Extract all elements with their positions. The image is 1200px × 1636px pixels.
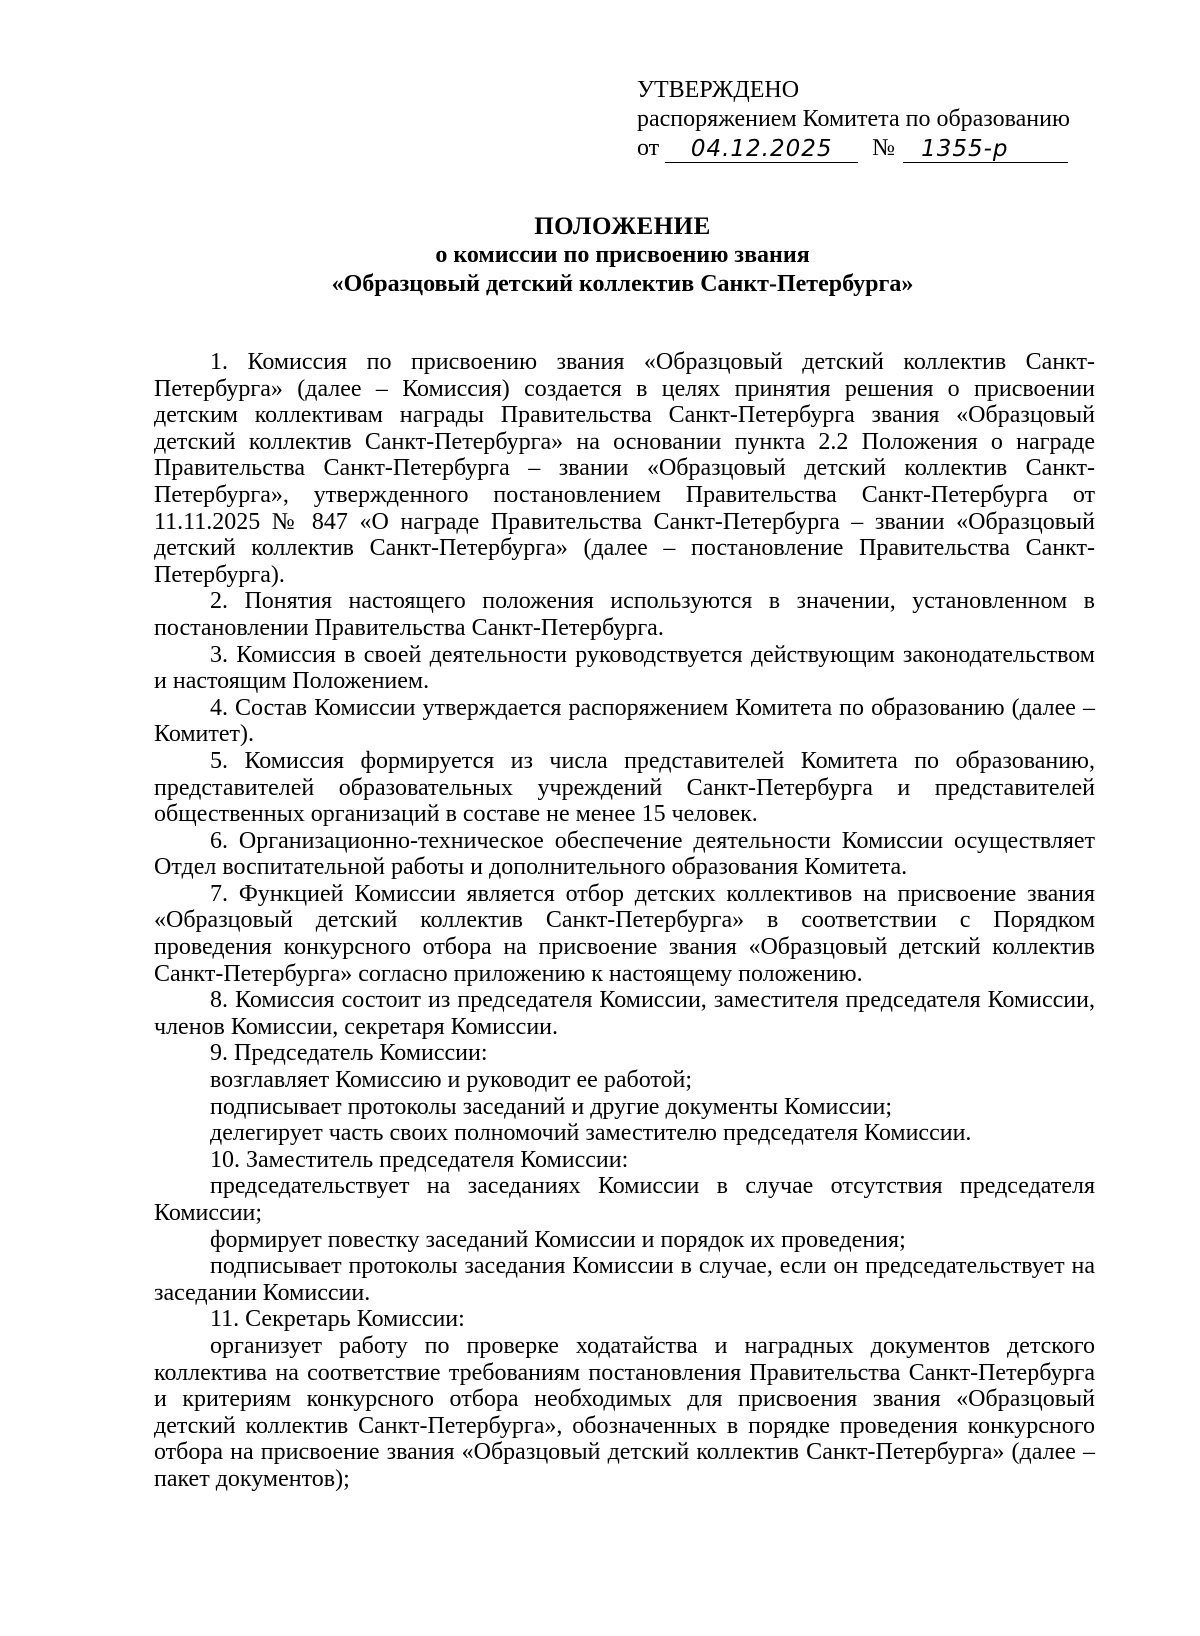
title-main: ПОЛОЖЕНИЕ [534,213,711,240]
paragraph-5: 5. Комиссия формируется из числа представителей Комитета по образованию, представителей образовательных учреждений Санкт-Петербурга и представителей общественных организаций в составе не менее 15 человек. [154,747,1095,828]
paragraph-1: 1. Комиссия по присвоению звания «Образцовый детский коллектив Санкт-Петербурга» (далее – Комиссия) создается в целях принятия решения о присвоении детским коллективам награды Правительства Санкт-Петербурга звания «Образцовый детский коллектив Санкт-Петербурга» на основании пункта 2.2 Положения о награде Правительства Санкт-Петербурга – звании «Образцовый детский коллектив Санкт-Петербурга», утвержденного постановлением Правительства Санкт-Петербурга от 11.11.2025 № 847 «О награде Правительства Санкт-Петербурга – звании «Образцовый детский коллектив Санкт-Петербурга» (далее – постановление Правительства Санкт-Петербурга). [154,349,1095,588]
paragraph-10-item-1: председательствует на заседаниях Комиссии в случае отсутствия председателя Комиссии; [154,1173,1095,1226]
approval-date-row [637,134,1087,163]
paragraph-8: 8. Комиссия состоит из председателя Комиссии, заместителя председателя Комиссии, членов Комиссии, секретаря Комиссии. [154,987,1095,1040]
paragraph-9: 9. Председатель Комиссии: [210,1040,488,1067]
paragraph-9-item-3: делегирует часть своих полномочий заместителю председателя Комиссии. [210,1120,972,1147]
title-sub2: «Образцовый детский коллектив Санкт-Петербурга» [331,271,914,297]
paragraph-10: 10. Заместитель председателя Комиссии: [210,1146,629,1173]
approval-heading: УТВЕРЖДЕНО [637,77,800,103]
paragraph-6: 6. Организационно-техническое обеспечение деятельности Комиссии осуществляет Отдел воспитательной работы и дополнительного образования Комитета. [154,827,1095,881]
paragraph-9-item-2: подписывает протоколы заседаний и другие документы Комиссии; [210,1093,893,1120]
paragraph-11: 11. Секретарь Комиссии: [210,1306,465,1333]
approval-line: распоряжением Комитета по образованию [637,106,1070,132]
paragraph-10-item-2: формирует повестку заседаний Комиссии и порядок их проведения; [210,1226,906,1253]
paragraph-3: 3. Комиссия в своей деятельности руководствуется действующим законодательством и настоящим Положением. [154,641,1095,695]
date-prefix: от [637,135,660,161]
document-body [154,349,1095,1493]
paragraph-2: 2. Понятия настоящего положения используются в значении, установленном в постановлении Правительства Санкт-Петербурга. [154,588,1095,641]
handwritten-date: 04.12.2025 [665,136,858,163]
number-sign: № [872,135,896,161]
document-title [150,212,1095,299]
paragraph-11-item-1: организует работу по проверке ходатайства и наградных документов детского коллектива на соответствие требованиям постановления Правительства Санкт-Петербурга и критериям конкурсного отбора необходимых для присвоения звания «Образцовый детский коллектив Санкт-Петербурга», обозначенных в порядке проведения конкурсного отбора на присвоение звания «Образцовый детский коллектив Санкт-Петербурга» (далее – пакет документов); [154,1332,1095,1492]
paragraph-10-item-3: подписывает протоколы заседания Комиссии в случае, если он председательствует на заседании Комиссии. [154,1253,1095,1306]
paragraph-4: 4. Состав Комиссии утверждается распоряжением Комитета по образованию (далее – Комитет). [154,694,1095,748]
title-sub1: о комиссии по присвоению звания [435,242,810,268]
approval-stamp [637,76,1087,163]
paragraph-9-item-1: возглавляет Комиссию и руководит ее работой; [210,1067,693,1094]
handwritten-number: 1355-р [903,136,1068,163]
paragraph-7: 7. Функцией Комиссии является отбор детских коллективов на присвоение звания «Образцовый детский коллектив Санкт-Петербурга» в соответствии с Порядком проведения конкурсного отбора на присвоение звания «Образцовый детский коллектив Санкт-Петербурга» согласно приложению к настоящему положению. [154,880,1095,987]
